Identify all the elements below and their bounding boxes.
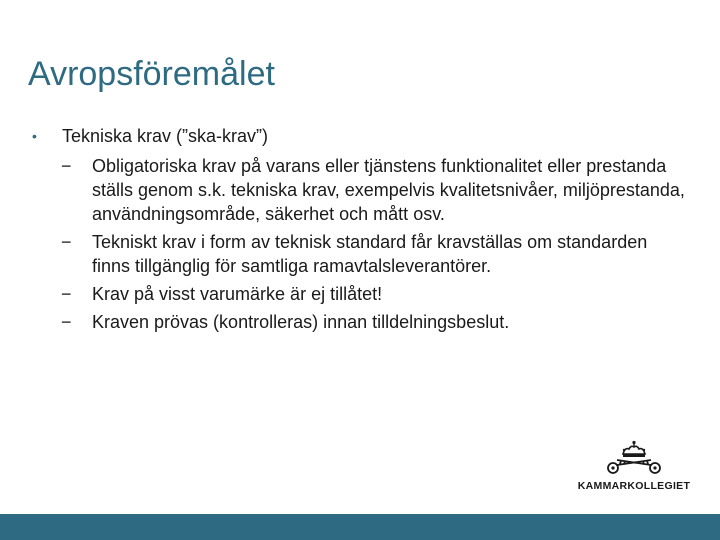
- bullet-item: [28, 124, 688, 148]
- sub-item-text: Krav på visst varumärke är ej tillåtet!: [92, 284, 383, 304]
- sub-item-marker: −: [61, 312, 72, 332]
- bullet-text: Tekniska krav (”ska-krav”): [62, 126, 269, 146]
- sub-item-text: Kraven prövas (kontrolleras) innan tilldelningsbeslut.: [92, 312, 510, 332]
- bullet-marker: •: [32, 128, 37, 144]
- slide-body: [28, 124, 688, 338]
- sub-item: [28, 310, 688, 334]
- sub-item: [28, 282, 688, 306]
- sub-item-marker: −: [61, 284, 72, 304]
- sub-item-text: Tekniskt krav i form av teknisk standard får kravställas om standarden finns tillgänglig för samtliga ramavtalsleverantörer.: [92, 232, 648, 276]
- sub-item-text: Obligatoriska krav på varans eller tjänstens funktionalitet eller prestanda ställs genom s.k. tekniska krav, exempelvis kvalitetsnivåer, miljöprestanda, användningsområde, säkerhet och mått osv.: [92, 156, 685, 224]
- sub-item-marker: −: [61, 232, 72, 252]
- slide-title: Avropsföremålet: [28, 55, 275, 93]
- sub-item-marker: −: [61, 156, 72, 176]
- logo-text: KAMMARKOLLEGIET: [577, 480, 691, 492]
- sub-item: [28, 230, 688, 278]
- sub-list: [28, 154, 688, 334]
- sub-item: [28, 154, 688, 226]
- kammarkollegiet-logo: [574, 440, 694, 496]
- footer-bar: [0, 514, 720, 540]
- crown-keys-emblem-icon: [603, 440, 665, 478]
